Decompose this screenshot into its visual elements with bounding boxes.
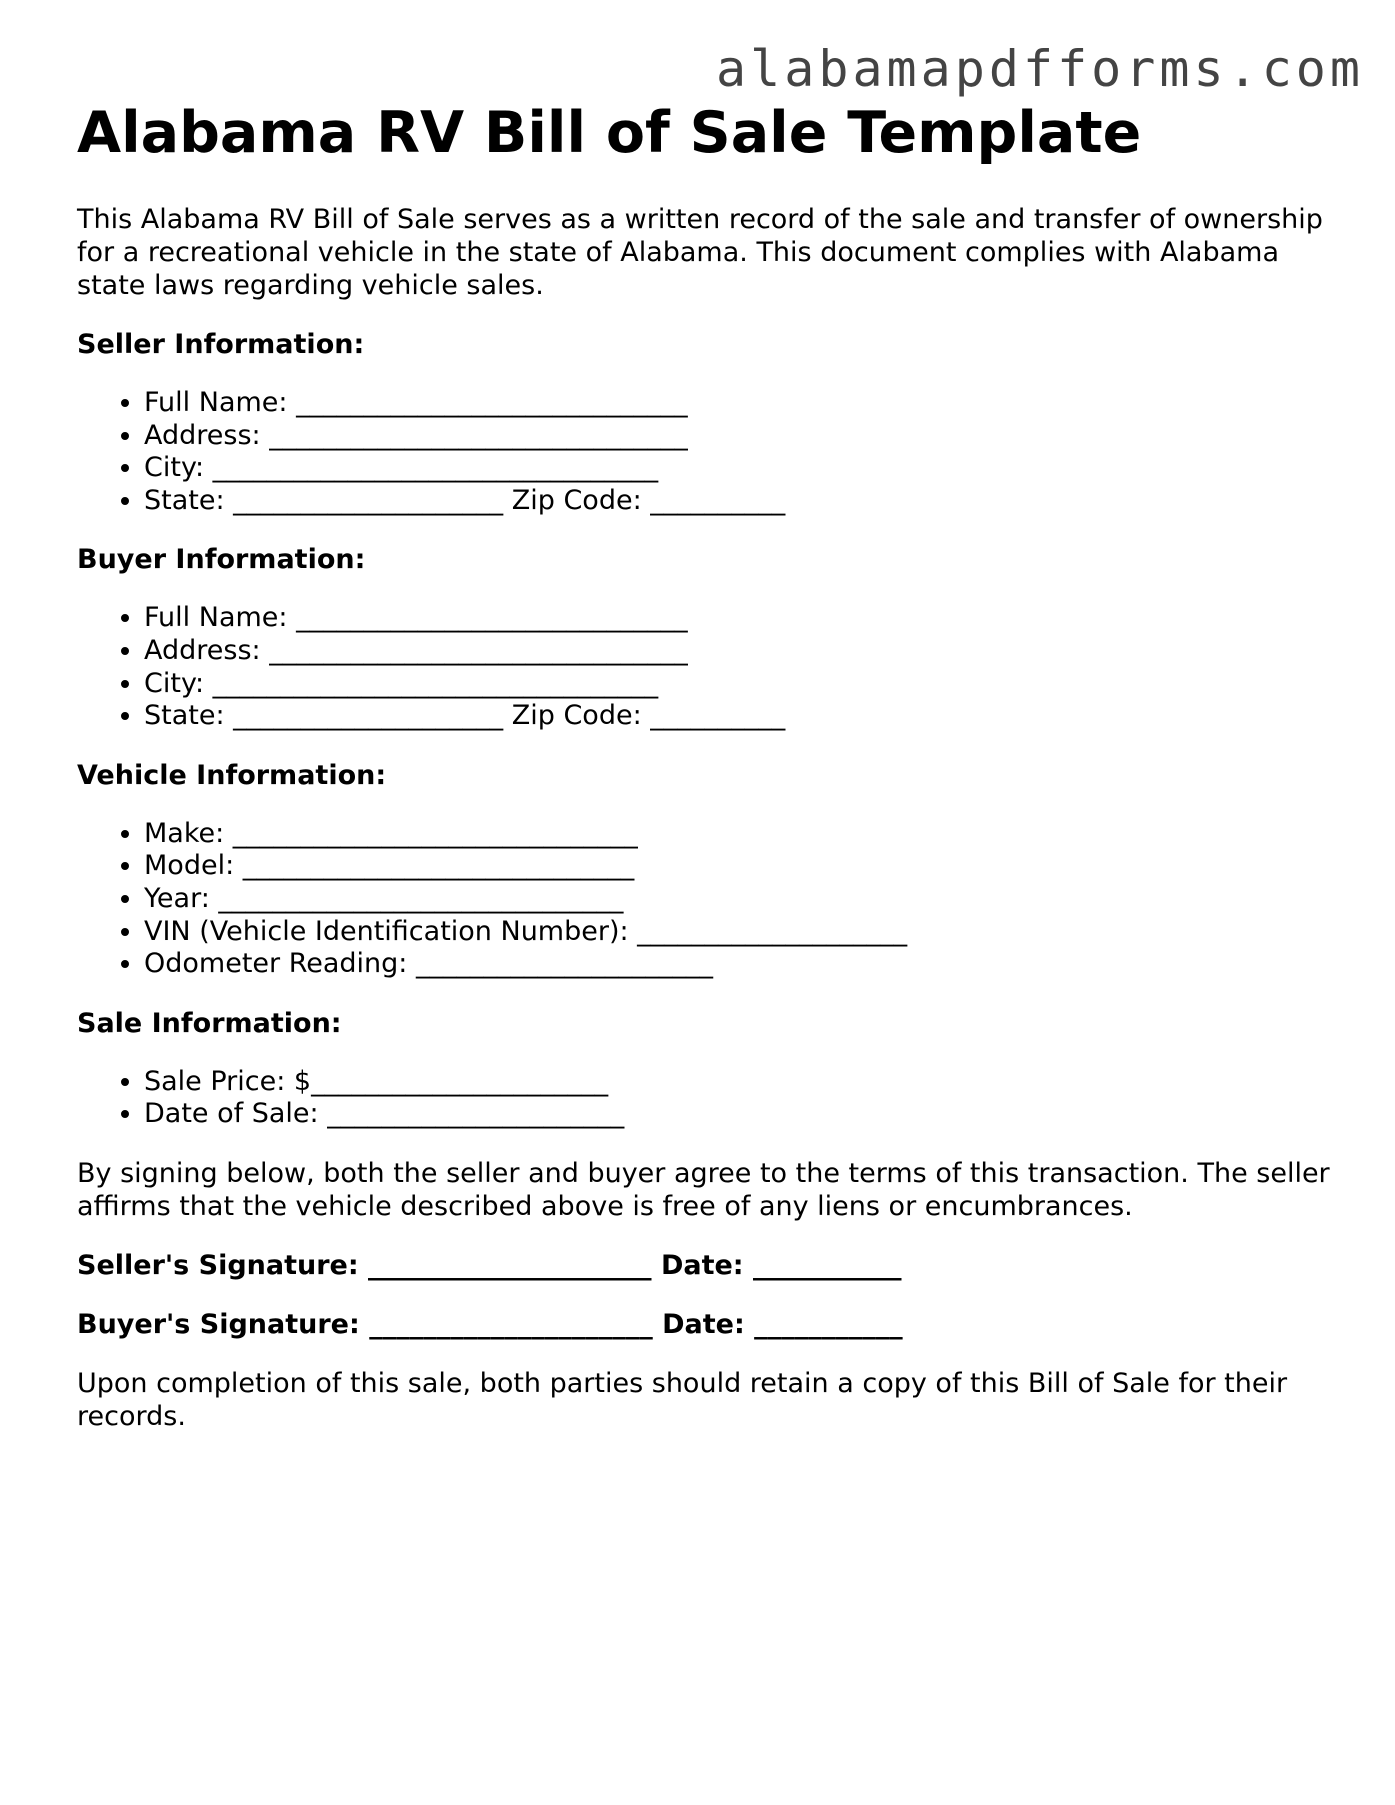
vehicle-odometer-field: • Odometer Reading: ______________________: [144, 948, 1347, 981]
vehicle-model-field: • Model: _____________________________: [144, 850, 1347, 883]
vehicle-make-field: • Make: ______________________________: [144, 818, 1347, 851]
buyer-city-field: • City: _________________________________: [144, 668, 1347, 701]
site-watermark: alabamapdfforms.com: [716, 40, 1364, 98]
agreement-paragraph: By signing below, both the seller and buyer agree to the terms of this transaction. The seller affirms that the vehicle described above is free of any liens or encumbrances.: [77, 1157, 1330, 1222]
vehicle-field-list: [77, 818, 1347, 981]
seller-full-name-field: • Full Name: _____________________________: [144, 387, 1347, 420]
vehicle-year-field: • Year: ______________________________: [144, 883, 1347, 916]
vehicle-vin-field: • VIN (Vehicle Identification Number): ____________________: [144, 916, 1347, 949]
page-title: Alabama RV Bill of Sale Template: [77, 100, 1142, 166]
seller-section-heading: Seller Information:: [77, 329, 365, 360]
seller-address-field: • Address: _______________________________: [144, 420, 1347, 453]
buyer-field-list: [77, 602, 1347, 732]
buyer-signature-line: Buyer's Signature: _____________________ Date: ___________: [77, 1308, 903, 1340]
buyer-section-heading: Buyer Information:: [77, 544, 366, 576]
buyer-address-field: • Address: _______________________________: [144, 635, 1347, 668]
sale-date-field: • Date of Sale: ______________________: [144, 1098, 1347, 1131]
seller-city-field: • City: _________________________________: [144, 452, 1347, 485]
buyer-full-name-field: • Full Name: _____________________________: [144, 602, 1347, 635]
intro-paragraph: This Alabama RV Bill of Sale serves as a written record of the sale and transfer of ownership for a recreational vehicle in the state of Alabama. This document complies with Alabama state laws regarding vehicle sales.: [77, 204, 1323, 301]
sale-price-field: • Sale Price: $______________________: [144, 1066, 1347, 1099]
seller-state-zip-field: • State: ____________________ Zip Code: __________: [144, 485, 1347, 518]
buyer-state-zip-field: • State: ____________________ Zip Code: __________: [144, 700, 1347, 733]
seller-field-list: [77, 387, 1347, 517]
document-body: [77, 100, 1347, 1433]
sale-section-heading: Sale Information:: [77, 1007, 342, 1039]
vehicle-section-heading: Vehicle Information:: [77, 759, 387, 791]
closing-paragraph: Upon completion of this sale, both parties should retain a copy of this Bill of Sale for their records.: [77, 1367, 1288, 1432]
sale-field-list: [77, 1066, 1347, 1131]
seller-signature-line: Seller's Signature: _____________________ Date: ___________: [77, 1249, 902, 1281]
